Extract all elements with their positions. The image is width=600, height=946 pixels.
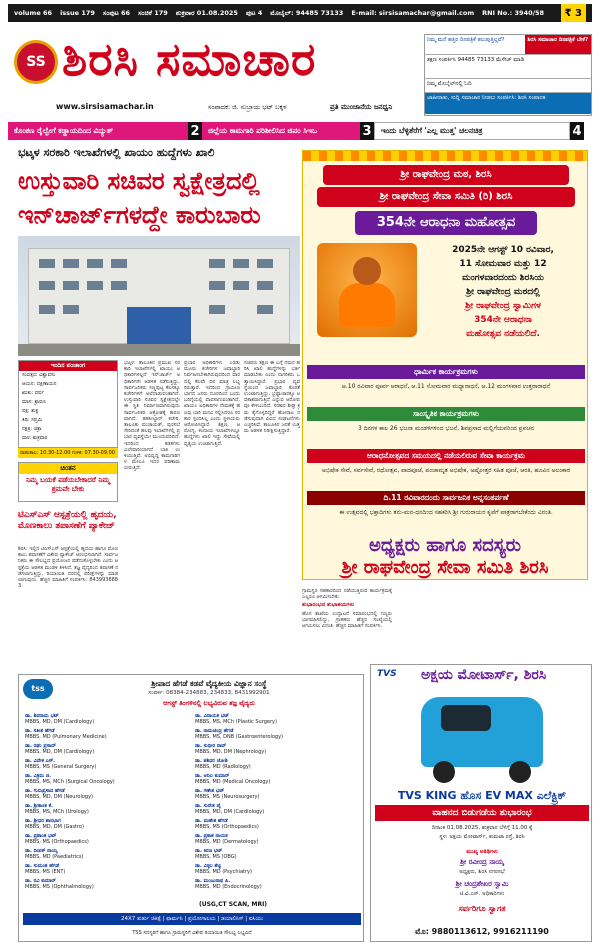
doctor-entry xyxy=(25,803,191,815)
doctor-qualification: MBBS, MS (Neurosurgery) xyxy=(195,794,260,800)
doctor-name: ಡಾ. ಶ್ರೀಕಾಂತ ಕೆ. xyxy=(25,803,53,809)
doctor-name: ಡಾ. ವಿಕ್ರಮ ಜಿ. xyxy=(25,773,52,779)
doctor-qualification: MBBS, MD, DM (Gastro) xyxy=(25,824,84,830)
doctor-qualification: MBBS, MS, MCh (Surgical Oncology) xyxy=(25,779,115,785)
event-organizer-name: ಶ್ರೀ ರಾಘವೇಂದ್ರ ಸೇವಾ ಸಮಿತಿ ಶಿರಸಿ xyxy=(341,557,549,578)
logo-icon: SS xyxy=(14,40,58,84)
event-section-text: ಈ ಉತ್ಸವದಲ್ಲಿ ಭಕ್ತಾದಿಗಳು ತನು-ಮನ-ಧನದಿಂದ ಸಹಕರಿಸಿ ಶ್ರೀ ಗುರುರಾಯರ ಕೃಪೆಗೆ ಪಾತ್ರರಾಗಬೇಕೆಂದು ವಿನಂತಿ. xyxy=(339,509,553,516)
samputa: ಸಂಪುಟ 66 xyxy=(102,8,131,17)
panchanga-title: ಇಂದಿನ ಪಂಚಾಂಗ xyxy=(19,361,117,371)
doctor-qualification: MBBS, MD (Medical Oncology) xyxy=(195,779,271,785)
side-story-body: ಶಿರಸಿ: ಇಲ್ಲಿನ ಟಿಎಸ್‌ಎಸ್ ಆಸ್ಪತ್ರೆಯಲ್ಲಿ ಹೃದಯ ಹಾಗೂ ಮೊಣಕಾಲು ತಪಾಸಣೆಗೆ ವಿಶೇಷ ಪ್ಯಾಕೇಜ್ ಆರಂಭಿಸಲಾಗಿದೆ. ಸಾರ್ವಜನಿಕರು ಈ ಸೌಲಭ್ಯದ ಪ್ರಯೋಜನ ಪಡೆದುಕೊಳ್ಳಬೇಕು ಎಂದು ಆಸ್ಪತ್ರೆಯ ಆಡಳಿತ ಮಂಡಳಿ ತಿಳಿಸಿದೆ. ತಜ್ಞ ವೈದ್ಯರಿಂದ ತಪಾಸಣೆ ನಡೆಸಲಾಗುತ್ತಿದ್ದು, ರಿಯಾಯಿತಿ ದರದಲ್ಲಿ ಪರೀಕ್ಷೆಗಳನ್ನು ಮಾಡಲಾಗುವುದು. ಹೆಚ್ಚಿನ ಮಾಹಿತಿಗೆ ಸಂಪರ್ಕಿಸಿ: 8439938883 xyxy=(18,546,118,590)
subscription-ad-offer: ಶಿರಸಿ ಸಮಾಚಾರ ದಿನಪತ್ರಿಕೆ ಬೇಕೆ? xyxy=(525,35,591,54)
doctor-name: ಡಾ. ಸುಧೀರ ರಾವ್ xyxy=(195,743,227,749)
event-math-name: ಶ್ರೀ ರಾಘವೇಂದ್ರ ಮಠ, ಶಿರಸಿ xyxy=(323,165,569,185)
doctor-name: ಡಾ. ಶ್ರೀಧರ ಶಾನಭಾಗ xyxy=(25,818,61,824)
guests-heading: ಮುಖ್ಯ ಅತಿಥಿಗಳು xyxy=(466,849,498,855)
doctor-name: ಡಾ. ಮಹೇಶ ಹೆಗಡೆ xyxy=(195,818,228,824)
doctor-qualification: MBBS, MD (Psychiatry) xyxy=(195,869,252,875)
thought-text: ನಿಮ್ಮ ಬಯಕೆ ಪಡೆಯಬೇಕಾದರೆ ನಿಮ್ಮ ಶ್ರಮವೇ ಬೇಕು xyxy=(26,476,110,493)
doctor-name: ಡಾ. ಸುರೇಶ ಪೈ xyxy=(195,803,221,809)
panchanga-line: ಮಾಸ: ಶ್ರಾವಣ xyxy=(22,399,46,405)
issue: issue 179 xyxy=(60,9,95,17)
lead-kicker: ಭಟ್ಕಳ ಸರಕಾರಿ ಇಲಾಖೆಗಳಲ್ಲಿ ಖಾಯಂ ಹುದ್ದೆಗಳು ಖಾಲಿ xyxy=(18,146,215,159)
notice-heading: ಶುಭಾರಂಭದ ಶುಭಾಶಯಗಳು xyxy=(302,602,355,609)
doctor-entry xyxy=(25,818,191,830)
doctor-entry xyxy=(25,743,191,755)
strip-page-1: 2 xyxy=(188,122,202,140)
panchanga-line: ತಿಥಿ: ಸಪ್ತಮಿ xyxy=(22,417,43,423)
doctor-qualification: MBBS, MS, MCh (Plastic Surgery) xyxy=(195,719,277,725)
subscription-ad-mobile: ನಿಮ್ಮ ಮೊಬೈಲ್‌ನಲ್ಲಿ ಓದಿ xyxy=(425,79,591,93)
hospital-name: ಶ್ರೀಪಾದ ಹೆಗಡೆ ಕಡವೆ ವೈದ್ಯಕೀಯ ವಿಜ್ಞಾನ ಸಂಸ್ಥೆ xyxy=(151,679,267,688)
panchanga-line: ಆಯನ: ದಕ್ಷಿಣಾಯನ xyxy=(22,381,57,387)
panchanga-line: ಋತು: ವರ್ಷ xyxy=(22,390,45,396)
doctor-qualification: MBBS, MS (Ophthalmology) xyxy=(25,884,94,890)
event-samiti-name: ಶ್ರೀ ರಾಘವೇಂದ್ರ ಸೇವಾ ಸಮಿತಿ (ರಿ) ಶಿರಸಿ xyxy=(317,187,575,207)
doctor-name: ಡಾ. ಗಣೇಶ ಭಟ್ xyxy=(195,788,225,794)
event-detail-line: ಶ್ರೀ ರಾಘವೇಂದ್ರ ಸ್ವಾಮಿಗಳ xyxy=(465,301,541,311)
doctor-name: ಡಾ. ಗುರುಪ್ರಸಾದ ಹೆಗಡೆ xyxy=(25,788,65,794)
strip-item-3[interactable]: ಇಂದು ಬೆಳ್ಳಿತೆರೆಗೆ 'ಎಲ್ಲ ಮುತ್ತ' ಚಲನಚಿತ್ರ xyxy=(374,122,570,140)
volume: volume 66 xyxy=(14,9,53,17)
doctor-name: ಡಾ. ಪ್ರಶಾಂತ ಭಟ್ xyxy=(25,833,57,839)
dealer-phones: ಮೊ: 9880113612, 9916211190 xyxy=(415,927,549,936)
doctor-entry xyxy=(25,713,191,725)
tvs-logo-icon: TVS xyxy=(377,669,397,679)
scan-services: (USG,CT SCAN, MRI) xyxy=(199,901,268,908)
doctor-qualification: MBBS, MD (Radiology) xyxy=(195,764,251,770)
event-details xyxy=(423,243,583,341)
doctor-entry xyxy=(195,848,361,860)
doctor-name: ಡಾ. ಶಶಿಧರ ಜೋಶಿ xyxy=(195,758,228,764)
doctor-qualification: MBBS, MS, MCh (Urology) xyxy=(25,809,89,815)
rahukala-bar: ರಾಹುಕಾಲ: 10.30-12.00 ಗುಳಿಕ: 07.30-09.00 xyxy=(18,448,118,458)
vehicle-model: TVS KING ಹೊಸ EV MAX ಎಲೆಕ್ಟ್ರಿಕ್ xyxy=(397,789,567,802)
launch-venue: ಸ್ಥಳ: ಅಕ್ಷಯ ಮೋಟಾರ್ಸ್, ಕುಮಟಾ ರಸ್ತೆ, ಶಿರಸಿ xyxy=(439,834,525,840)
newspaper-title: ಶಿರಸಿ ಸಮಾಚಾರ xyxy=(62,32,317,86)
doctor-qualification: MBBS, MD, DM (Cardiology) xyxy=(195,809,265,815)
doctor-qualification: MBBS, MD, DM (Cardiology) xyxy=(25,749,95,755)
doctor-qualification: MBBS, MD (Dermatology) xyxy=(195,839,259,845)
doctor-qualification: MBBS, MD (Endocrinology) xyxy=(195,884,262,890)
launch-banner: ವಾಹನದ ಬಿಡುಗಡೆಯ ಶುಭಾರಂಭ xyxy=(375,805,589,821)
hospital-discount-note: TSS ಸದಸ್ಯರಿಗೆ ಹಾಗೂ ಗ್ರಾಮಸ್ಥರಿಗೆ ವಿಶೇಷ ರಿಯಾಯಿತಿ ಸೌಲಭ್ಯ ಲಭ್ಯವಿದೆ xyxy=(132,930,252,936)
thought-box xyxy=(18,462,118,502)
doctors-heading: ಆಗಸ್ಟ್ ತಿಂಗಳಿನಲ್ಲಿ ಲಭ್ಯವಿರುವ ತಜ್ಞ ವೈದ್ಯರು xyxy=(163,699,255,707)
doctor-entry xyxy=(25,833,191,845)
email: E-mail: sirsisamachar@gmail.com xyxy=(351,9,475,17)
mobile: ಮೊಬೈಲ್: 94485 73133 xyxy=(270,8,344,17)
doctor-qualification: MBBS, MD, DM (Neurology) xyxy=(25,794,94,800)
doctor-entry xyxy=(25,728,191,740)
price: ₹ 3 xyxy=(561,4,586,22)
panchanga-line: ಪಕ್ಷ: ಶುಕ್ಲ xyxy=(22,408,39,414)
doctor-entry xyxy=(195,878,361,890)
doctor-name: ಡಾ. ವಿಠ್ಠಲ ಶೆಟ್ಟಿ xyxy=(195,863,222,869)
doctor-entry xyxy=(25,863,191,875)
doctor-qualification: MBBS, MD (Paediatrics) xyxy=(25,854,84,860)
guru-idol-image xyxy=(317,243,417,337)
event-detail-line: 11 ಸೋಮವಾರ ಮತ್ತು 12 xyxy=(459,259,547,269)
date: ಶುಕ್ರವಾರ 01.08.2025 xyxy=(175,8,238,17)
lead-column-3: ಸಚಿವರು ತಕ್ಷಣ ಈ ಬಗ್ಗೆ ಗಮನ ಹರಿಸಿ ಖಾಲಿ ಹುದ್ದೆಗಳನ್ನು ಭರ್ತಿ ಮಾಡಬೇಕು ಎಂದು ನಾಗರಿಕರು ಒತ್ತಾಯಿಸಿದ್ದಾರೆ. ಪ್ರಭಾರ ವ್ಯವಸ್ಥೆಯಿಂದ ಜವಾಬ್ದಾರಿ ಕೊರತೆ ಉಂಟಾಗುತ್ತಿದ್ದು, ಭ್ರಷ್ಟಾಚಾರಕ್ಕೂ ಅವಕಾಶವಾಗುತ್ತಿದೆ ಎನ್ನುವ ಆರೋಪವೂ ಕೇಳಿಬಂದಿದೆ. ಸರಕಾರ ಶೀಘ್ರ ಕ್ರಮ ಕೈಗೊಳ್ಳದಿದ್ದರೆ ಹೋರಾಟ ನಡೆಸುವುದಾಗಿ ವಿವಿಧ ಸಂಘಟನೆಗಳು ಎಚ್ಚರಿಸಿವೆ. ತಾಲೂಕಿನ ಜನತೆ ಉತ್ತಮ ಆಡಳಿತ ನಿರೀಕ್ಷಿಸುತ್ತಿದ್ದಾರೆ. xyxy=(244,360,300,435)
doctor-name: ಡಾ. ವಿವೇಕ ಎಸ್. xyxy=(25,758,56,764)
doctor-name: ಡಾ. ಅನಿಲ ಕುಮಾರ್ xyxy=(195,773,230,779)
event-section-religious: ಧಾರ್ಮಿಕ ಕಾರ್ಯಕ್ರಮಗಳು xyxy=(307,365,585,379)
panchanga-line: ವಾರ: ಶುಕ್ರವಾರ xyxy=(22,435,48,441)
doctor-entry xyxy=(195,803,361,815)
doctor-entry xyxy=(195,773,361,785)
doctor-entry xyxy=(25,773,191,785)
strip-page-2: 3 xyxy=(360,122,374,140)
tvs-dealer-ad xyxy=(370,664,592,942)
doctor-name: ಡಾ. ರಘು ಪ್ರಸಾದ್ xyxy=(25,743,57,749)
side-story-headline: ಟಿಎಸ್‌ಎಸ್ ಆಸ್ಪತ್ರೆಯಲ್ಲಿ ಹೃದಯ, ಮೊಣಕಾಲು ತಪಾಸಣೆಗೆ ಪ್ಯಾಕೇಜ್ xyxy=(18,510,117,531)
tss-logo-icon: tss xyxy=(23,679,53,699)
strip-page-3: 4 xyxy=(570,122,584,140)
doctor-name: ಡಾ. ಮಂಜುನಾಥ ಪಿ. xyxy=(195,878,231,884)
notice-text: ಹೊಸ ಶಾಖೆಯ ಉದ್ಘಾಟನೆ ಸಮಾರಂಭದಲ್ಲಿ ಗಣ್ಯರು ಭಾಗವಹಿಸಲಿದ್ದು, ಗ್ರಾಹಕರು ಹೆಚ್ಚಿನ ಸಂಖ್ಯೆಯಲ್ಲಿ ಆಗಮಿಸಲು ವಿನಂತಿ. ಹೆಚ್ಚಿನ ಮಾಹಿತಿಗೆ ಸಂಪರ್ಕಿಸಿ. xyxy=(302,610,392,630)
editor-credit: ಸಂಪಾದಕ: ಜಿ. ಸುಬ್ರಾಯ ಭಟ್ ಬಕ್ಕಳ xyxy=(208,103,287,111)
panchanga-box xyxy=(18,360,118,448)
website-link[interactable]: www.sirsisamachar.in xyxy=(56,102,154,111)
subscription-ad-contact: ತಕ್ಷಣ ಸಂಪರ್ಕಿಸಿ 94485 73133 ಮೆಸೇಜ್ ಮಾಡಿ xyxy=(425,55,591,79)
doctor-qualification: MBBS, MS (General Surgery) xyxy=(25,764,97,770)
doctor-qualification: MBBS, MS (OBG) xyxy=(195,854,237,860)
thought-title: ಚಿಂತನ xyxy=(19,463,117,474)
event-section-seva: ಆರಾಧನೋತ್ಸವದ ಸಮಯದಲ್ಲಿ ನಡೆಯಲಿರುವ ಸೇವಾ ಕಾರ್ಯಕ್ರಮ xyxy=(307,449,585,463)
doctor-entry xyxy=(195,728,361,740)
dealer-name: ಅಕ್ಷಯ ಮೋಟಾರ್ಸ್, ಶಿರಸಿ xyxy=(421,667,547,683)
doctor-name: ಡಾ. ದೀಪಕ್ ನಾಯ್ಕ xyxy=(25,848,58,854)
doctor-name: ಡಾ. ರವಿ ಕುಮಾರ್ xyxy=(25,878,56,884)
doctor-entry xyxy=(25,878,191,890)
lead-column-1: ಭಟ್ಕಳ: ತಾಲೂಕಿನ ಪ್ರಮುಖ ಸರಕಾರಿ ಇಲಾಖೆಗಳಲ್ಲಿ ಖಾಯಂ ಅಧಿಕಾರಿಗಳಿಲ್ಲದೆ ಇನ್‌ಚಾರ್ಜ್ ಅಧಿಕಾರಿಗಳೇ ಆಡಳಿತ ನಡೆಸುತ್ತಿದ್ದು, ಸಾರ್ವಜನಿಕರು ಸಣ್ಣಪುಟ್ಟ ಕೆಲಸಕ್ಕೂ ಕಚೇರಿಗಳಿಗೆ ಅಲೆದಾಡುವಂತಾಗಿದೆ. ಉಸ್ತುವಾರಿ ಸಚಿವರ ಸ್ವಕ್ಷೇತ್ರದಲ್ಲೇ ಈ ಸ್ಥಿತಿ ನಿರ್ಮಾಣವಾಗಿರುವುದು ಸಾರ್ವಜನಿಕರ ಆಕ್ರೋಶಕ್ಕೆ ಕಾರಣವಾಗಿದೆ. ತಹಸೀಲ್ದಾರ್ ಕಚೇರಿ, ತಾಲೂಕು ಪಂಚಾಯತ್, ಪುರಸಭೆ ಸೇರಿದಂತೆ ಹಲವು ಇಲಾಖೆಗಳಲ್ಲಿ ಪ್ರಭಾರ ವ್ಯವಸ್ಥೆಯೇ ಮುಂದುವರಿದಿದೆ. ಇದರಿಂದ ಕಡತಗಳು ವಿಲೇವಾರಿಯಾಗದೆ ಬಾಕಿ ಉಳಿಯುತ್ತಿವೆ. ಅಭಿವೃದ್ಧಿ ಕಾಮಗಾರಿಗಳ ಮೇಲೂ ಇದರ ಪರಿಣಾಮ ಬೀರುತ್ತಿದೆ. xyxy=(124,360,180,472)
event-detail-line: 2025ನೇ ಆಗಸ್ಟ್ 10 ರವಿವಾರ, xyxy=(452,245,554,255)
event-section-annadana: ದಿ.11 ರವಿವಾರದಂದು ಸಾರ್ವಜನಿಕ ಅನ್ನಸಂತರ್ಪಣೆ xyxy=(307,491,585,505)
rni: RNI No.: 3940/58 xyxy=(482,9,545,17)
electric-rickshaw-image xyxy=(411,691,553,785)
tagline: ಪ್ರತಿ ಮುಂಜಾನೆಯ ಜನಧ್ವನಿ xyxy=(330,103,393,111)
event-section-text: ಅಭಿಷೇಕ ಸೇವೆ, ಸರ್ವಸೇವೆ, ರಥೋತ್ಸವ, ಪಾದಪೂಜೆ, ಪಂಚಾಮೃತ ಅಭಿಷೇಕ, ಅಷ್ಟೋತ್ತರ ಸಹಿತ ಪೂಜೆ, ಆರತಿ, ಹೂವಿನ ಅಲಂಕಾರ xyxy=(321,467,571,474)
doctor-entry xyxy=(195,743,361,755)
event-detail-line: 354ನೇ ಆರಾಧನಾ xyxy=(474,315,532,325)
doctor-qualification: MBBS, MS (Orthopaedics) xyxy=(195,824,259,830)
doctor-qualification: MBBS, MS (ENT) xyxy=(25,869,66,875)
lead-headline: ಉಸ್ತುವಾರಿ ಸಚಿವರ ಸ್ವಕ್ಷೇತ್ರದಲ್ಲಿ ಇನ್‌ಚಾರ್ಜ್‌ಗಳದ್ದೇ ಕಾರುಬಾರು xyxy=(18,167,261,229)
doctor-entry xyxy=(195,788,361,800)
doctor-name: ಡಾ. ರಾಮಚಂದ್ರ ಹೆಗಡೆ xyxy=(195,728,234,734)
doctor-entry xyxy=(25,758,191,770)
doctor-qualification: MBBS, MD, DM (Nephrology) xyxy=(195,749,267,755)
subscription-ad xyxy=(424,34,592,116)
doctor-qualification: MBBS, MS, DNB (Gastroenterology) xyxy=(195,734,283,740)
strip-item-1[interactable]: ಕೊಂಕಣ ರೈಲ್ವೇಗೆ ಕಡ್ಡಾಯದಿಂದ ವಿದ್ಯುತ್ xyxy=(8,122,188,140)
welcome-text: ಸರ್ವರಿಗೂ ಸ್ವಾಗತ xyxy=(458,904,506,913)
doctor-entry xyxy=(195,863,361,875)
event-section-cultural: ಸಾಂಸ್ಕೃತಿಕ ಕಾರ್ಯಕ್ರಮಗಳು xyxy=(307,407,585,421)
lead-column-2: ಪ್ರಭಾರ ಅಧಿಕಾರಿಗಳು ಎರಡು ಮೂರು ಕಚೇರಿಗಳ ಜವಾಬ್ದಾರಿ ನಿರ್ವಹಿಸಬೇಕಾಗಿರುವುದರಿಂದ ವಾರದಲ್ಲಿ ಕೆಲವೇ ದಿನ ಮಾತ್ರ ಲಭ್ಯರಿರುತ್ತಾರೆ. ಇದರಿಂದ ಗ್ರಾಮೀಣ ಭಾಗದ ಜನರು ದೂರದಿಂದ ಬಂದು ಬರಿಗೈಯಲ್ಲಿ ವಾಪಸಾಗುವಂತಾಗಿದೆ. ಖಾಯಂ ಅಧಿಕಾರಿಗಳ ನೇಮಕಕ್ಕೆ ಹಲವು ಬಾರಿ ಮನವಿ ಸಲ್ಲಿಸಿದರೂ ಸರಕಾರ ಸ್ಪಂದಿಸಿಲ್ಲ ಎಂದು ಸ್ಥಳೀಯರು ಆರೋಪಿಸಿದ್ದಾರೆ. ಶಿಕ್ಷಣ, ಆರೋಗ್ಯ, ಕಂದಾಯ ಇಲಾಖೆಗಳಲ್ಲೂ ಹುದ್ದೆಗಳು ಖಾಲಿ ಇದ್ದು ಸೇವೆಯಲ್ಲಿ ವ್ಯತ್ಯಯ ಉಂಟಾಗುತ್ತಿದೆ. xyxy=(184,360,240,447)
doctor-entry xyxy=(195,818,361,830)
doctor-qualification: MBBS, MD, DM (Cardiology) xyxy=(25,719,95,725)
notice-column xyxy=(302,588,392,666)
event-detail-line: ಶ್ರೀ ರಾಘವೇಂದ್ರ ಮಠದಲ್ಲಿ xyxy=(466,287,540,297)
subscription-ad-note: ಜಾಹೀರಾತು, ಸುದ್ದಿ ಸಮಾಚಾರ ನೀಡಲು ಸಂಪರ್ಕಿಸಿ: ಶಿರಸಿ ಸಂಪಾದಕ xyxy=(425,93,591,114)
doctor-qualification: MBBS, MS (Orthopaedics) xyxy=(25,839,89,845)
guest-title: ಅಧ್ಯಕ್ಷರು, ಶಿರಸಿ ನಗರಸಭೆ xyxy=(459,869,505,875)
event-detail-line: ಮಹೋತ್ಸವ ನಡೆಯಲಿದೆ. xyxy=(466,329,540,339)
doctor-name: ಡಾ. ಶಿವರಾಮ ಭಟ್ xyxy=(25,713,59,719)
hospital-contact: ಸಂಪರ್ಕ: 08384-234883, 234833, 8431992901 xyxy=(148,690,270,696)
event-detail-line: ಮಂಗಳವಾರದಂದು ಶಿರಸಿಯ xyxy=(462,273,544,283)
event-badge: 354ನೇ ಆರಾಧನಾ ಮಹೋತ್ಸವ xyxy=(355,211,537,235)
doctor-entry xyxy=(195,758,361,770)
doctor-entry xyxy=(25,848,191,860)
panchanga-line: ಸಂವತ್ಸರ: ವಿಶ್ವಾವಸು xyxy=(22,372,56,378)
hospital-ad xyxy=(18,674,364,942)
doctor-name: ಡಾ. ಪ್ರಕಾಶ ನಾಯಕ xyxy=(195,833,228,839)
info-bar xyxy=(8,4,592,22)
masthead xyxy=(8,24,592,120)
doctor-qualification: MBBS, MD (Pulmonary Medicine) xyxy=(25,734,107,740)
aradhana-event-ad xyxy=(302,150,588,580)
event-section-text: ಆ.10 ರವಿವಾರ ಪೂರ್ವ ಆರಾಧನೆ, ಆ.11 ಸೋಮವಾರ ಮಧ್ಯಾರಾಧನೆ, ಆ.12 ಮಂಗಳವಾರ ಉತ್ತರಾರಾಧನೆ xyxy=(341,383,551,390)
strip-item-2[interactable]: ಜಿಲ್ಲೆಯ ಕಾಮಗಾರಿ ಪರಿಶೀಲಿಸಿದ ಜಿಪಂ ಸಿಇಒ xyxy=(202,122,360,140)
office-building-photo xyxy=(18,236,300,356)
doctor-entry xyxy=(195,833,361,845)
doctor-name: ಡಾ. ಸತೀಶ ಹೆಗಡೆ xyxy=(25,728,55,734)
guest-name: ಶ್ರೀ ರವೀಂದ್ರ ನಾಯ್ಕ xyxy=(460,858,504,866)
notice-text: ಗ್ರಾಮಸ್ಥರ ಸಹಕಾರದಿಂದ ನಡೆಯುತ್ತಿರುವ ಕಾರ್ಯಕ್ರಮಕ್ಕೆ ಎಲ್ಲರೂ ಆಗಮಿಸಬೇಕು xyxy=(302,588,392,601)
doctor-entry xyxy=(195,713,361,725)
panchanga-line: ನಕ್ಷತ್ರ: ಚಿತ್ರಾ xyxy=(22,426,42,432)
pages: ಪುಟ 4 xyxy=(245,8,263,17)
guest-title: ಟಿ.ವಿ.ಎಸ್. ಅಧಿಕಾರಿಗಳು xyxy=(459,891,505,897)
subscription-ad-question: ನಿಮ್ಮ ಮನೆ ಹತ್ತಿರ ದಿನಪತ್ರಿಕೆ ತಲುಪುತ್ತಿಲ್ಲವೆ? xyxy=(427,37,505,43)
guest-name: ಶ್ರೀ ಚಂದ್ರಶೇಖರ ಸ್ವಾಮಿ xyxy=(455,880,509,888)
sanchike: ಸಂಚಿಕೆ 179 xyxy=(138,8,168,17)
doctor-name: ಡಾ. ಕಿರಣ ಭಟ್ xyxy=(195,848,223,854)
launch-date: ದಿನಾಂಕ 01.08.2025, ಶುಕ್ರವಾರ ಬೆಳಿಗ್ಗೆ 11.00 ಕ್ಕೆ xyxy=(431,825,533,831)
inside-pages-strip xyxy=(8,122,592,140)
hospital-services-bar: 24X7 ತುರ್ತು ಚಿಕಿತ್ಸೆ | ಫಾರ್ಮಸಿ | ಪ್ರಯೋಗಾಲಯ | ಡಯಾಲಿಸಿಸ್ | ಐಸಿಯು xyxy=(23,913,361,925)
doctor-entry xyxy=(25,788,191,800)
event-organizers: ಅಧ್ಯಕ್ಷರು ಹಾಗೂ ಸದಸ್ಯರು xyxy=(368,535,522,556)
event-section-text: 3 ದಿನಗಳ ಕಾಲ 26 ಭಜನಾ ಮಂಡಳಿಗಳಿಂದ ಭಜನೆ, ಶಿವಪ್ರಸಾದ ಮಲ್ಲಿಗೆಯವರಿಂದ ಪ್ರವಚನ xyxy=(357,425,535,432)
doctor-name: ಡಾ. ವಿನಾಯಕ ಭಟ್ xyxy=(195,713,230,719)
doctor-name: ಡಾ. ಸುಮಂತ ಹೆಗಡೆ xyxy=(25,863,59,869)
